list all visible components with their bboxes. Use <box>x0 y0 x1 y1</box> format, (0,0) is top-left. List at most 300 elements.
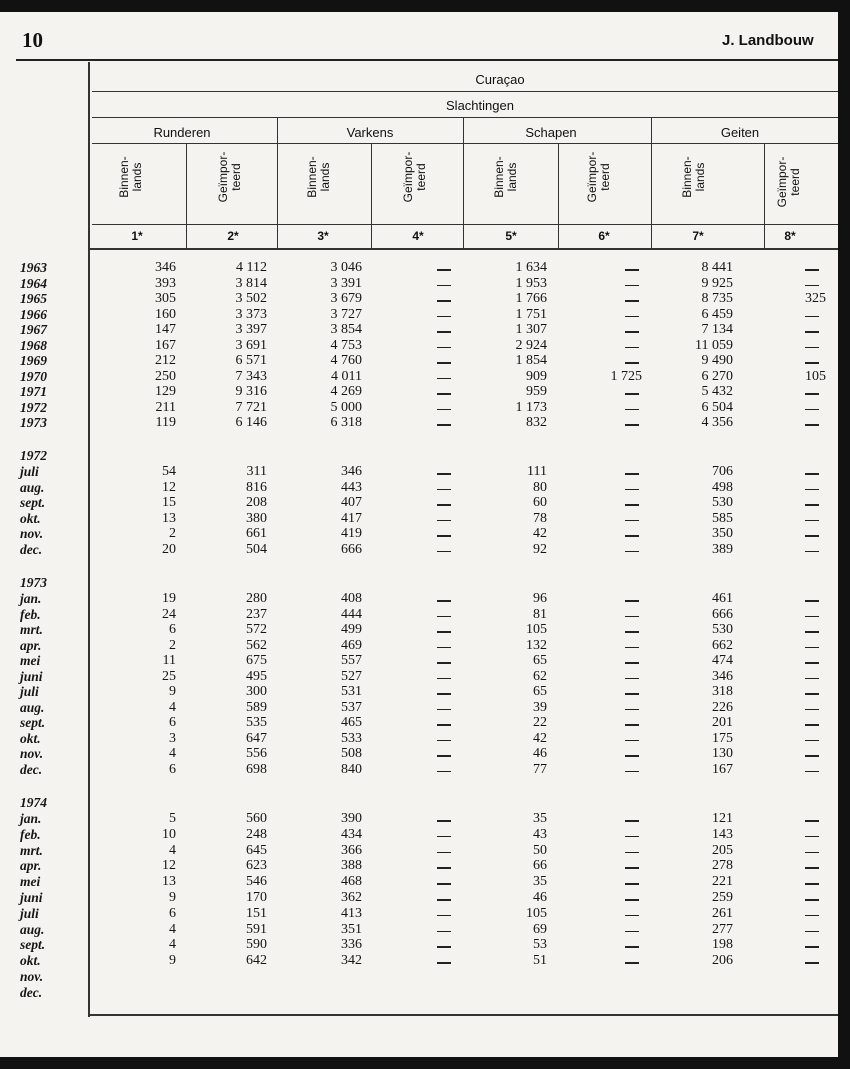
annual-row-9-label: 1971 <box>20 384 47 399</box>
row-1974-8-c4-dash <box>437 931 451 933</box>
row-1973-2-c7: 666 <box>712 606 733 622</box>
row-1973-4-c1: 2 <box>169 637 176 653</box>
row-1973-12-c7: 167 <box>712 761 733 777</box>
row-1973-1-c2: 280 <box>246 591 267 606</box>
group-varkens: Varkens <box>346 125 394 140</box>
header-rule-2 <box>92 117 838 118</box>
row-1973-11-c3: 508 <box>341 746 362 761</box>
row-1973-9-c4-dash <box>437 724 451 726</box>
row-1974-10-c3: 342 <box>341 953 362 969</box>
row-1972-4-c5: 78 <box>533 510 547 526</box>
row-1973-4-c8-dash <box>805 647 819 649</box>
row-1972-6-c8-dash <box>805 551 819 553</box>
row-1974-7-c4-dash <box>437 915 451 917</box>
col5-header: Binnen- lands <box>492 156 519 198</box>
annual-row-8-c8: 105 <box>805 368 826 384</box>
row-1974-6-c5: 46 <box>533 890 547 905</box>
row-1973-1-label: jan. <box>20 591 42 606</box>
row-1972-5-c5: 42 <box>533 526 547 541</box>
row-1973-11-c2: 556 <box>246 746 267 761</box>
row-1972-3-c1: 15 <box>162 495 176 510</box>
annual-row-9-c2: 9 316 <box>235 384 267 399</box>
annual-row-6-c7: 11 059 <box>695 337 733 353</box>
row-1972-1-c3: 346 <box>341 464 362 479</box>
annual-row-5-c8-dash <box>805 331 819 333</box>
annual-row-11-c5: 832 <box>526 415 547 430</box>
row-1972-4-c3: 417 <box>341 510 362 526</box>
row-1973-11-label: nov. <box>20 746 44 761</box>
group-divider-1 <box>277 118 278 249</box>
annual-row-8-c1: 250 <box>155 368 176 384</box>
row-1972-5-c4-dash <box>437 535 451 537</box>
row-1974-6-c3: 362 <box>341 890 362 905</box>
annual-row-8-c2: 7 343 <box>235 368 267 384</box>
row-1974-8-c8-dash <box>805 931 819 933</box>
row-1974-2-c8-dash <box>805 836 819 838</box>
annual-row-7-c1: 212 <box>155 353 176 368</box>
annual-row-1-label: 1963 <box>20 260 47 275</box>
annual-row-6-c4-dash <box>437 347 451 349</box>
annual-row-7-c5: 1 854 <box>515 353 547 368</box>
row-1973-7-c6-dash <box>625 693 639 695</box>
annual-row-10-c8-dash <box>805 409 819 411</box>
row-1973-8-c3: 537 <box>341 699 362 715</box>
row-1973-1-c3: 408 <box>341 591 362 606</box>
annual-row-10-c6-dash <box>625 409 639 411</box>
annual-row-11-label: 1973 <box>20 415 47 430</box>
row-1973-8-c7: 226 <box>712 699 733 715</box>
annual-row-7-c6-dash <box>625 362 639 364</box>
col-number-3: 3* <box>317 229 329 243</box>
row-1973-4-label: apr. <box>20 637 42 653</box>
row-1974-10-c2: 642 <box>246 953 267 969</box>
row-1974-1-label: jan. <box>20 811 42 826</box>
row-1972-5-c1: 2 <box>169 526 176 541</box>
row-1973-7-c1: 9 <box>169 684 176 699</box>
row-1972-3-c7: 530 <box>712 495 733 510</box>
row-1973-5-c3: 557 <box>341 653 362 668</box>
row-1973-7-c4-dash <box>437 693 451 695</box>
annual-row-5-c5: 1 307 <box>515 322 547 337</box>
row-1973-3-c4-dash <box>437 631 451 633</box>
row-1974-2-label: feb. <box>20 826 41 842</box>
row-1974-10-c7: 206 <box>712 953 733 969</box>
annual-row-2-c1: 393 <box>155 275 176 291</box>
row-1974-12-label: dec. <box>20 984 43 1000</box>
row-1973-3-c5: 105 <box>526 622 547 637</box>
row-1974-2-c5: 43 <box>533 826 547 842</box>
row-1974-1-c5: 35 <box>533 811 547 826</box>
row-1973-3-c2: 572 <box>246 622 267 637</box>
row-1973-10-c2: 647 <box>246 730 267 746</box>
row-1973-11-c5: 46 <box>533 746 547 761</box>
row-1972-4-label: okt. <box>20 510 41 526</box>
row-1973-9-c7: 201 <box>712 715 733 730</box>
row-1974-3-c4-dash <box>437 852 451 854</box>
row-1974-3-c3: 366 <box>341 842 362 858</box>
row-1973-8-c1: 4 <box>169 699 176 715</box>
row-1974-3-c1: 4 <box>169 842 176 858</box>
row-1974-5-c8-dash <box>805 883 819 885</box>
annual-row-7-label: 1969 <box>20 353 47 368</box>
row-1973-8-c5: 39 <box>533 699 547 715</box>
annual-row-4-c4-dash <box>437 316 451 318</box>
row-1974-1-c1: 5 <box>169 811 176 826</box>
annual-row-4-c5: 1 751 <box>515 306 547 322</box>
row-1974-1-c8-dash <box>805 820 819 822</box>
row-1973-7-label: juli <box>20 684 39 699</box>
annual-row-4-c2: 3 373 <box>235 306 267 322</box>
row-1974-9-c6-dash <box>625 946 639 948</box>
row-1972-6-c1: 20 <box>162 541 176 557</box>
annual-row-1-c8-dash <box>805 269 819 271</box>
row-1972-2-c8-dash <box>805 489 819 491</box>
annual-row-1-c6-dash <box>625 269 639 271</box>
row-1974-2-c3: 434 <box>341 826 362 842</box>
row-1972-6-c2: 504 <box>246 541 267 557</box>
row-1974-5-c2: 546 <box>246 874 267 890</box>
col-number-6: 6* <box>598 229 610 243</box>
row-1974-2-c6-dash <box>625 836 639 838</box>
annual-row-9-c7: 5 432 <box>701 384 733 399</box>
row-1974-3-label: mrt. <box>20 842 43 858</box>
row-1973-6-c4-dash <box>437 678 451 680</box>
header-rule-4 <box>92 224 838 225</box>
row-1973-5-c8-dash <box>805 662 819 664</box>
row-1974-8-c3: 351 <box>341 921 362 937</box>
row-1973-6-c3: 527 <box>341 668 362 684</box>
row-1974-4-c4-dash <box>437 867 451 869</box>
row-1972-4-c7: 585 <box>712 510 733 526</box>
row-1973-3-c8-dash <box>805 631 819 633</box>
annual-row-5-label: 1967 <box>20 322 47 337</box>
row-1974-7-c5: 105 <box>526 905 547 921</box>
annual-row-3-c4-dash <box>437 300 451 302</box>
row-1973-1-c4-dash <box>437 600 451 602</box>
row-1973-12-label: dec. <box>20 761 43 777</box>
row-1974-5-c1: 13 <box>162 874 176 890</box>
annual-row-5-c4-dash <box>437 331 451 333</box>
row-1973-3-c7: 530 <box>712 622 733 637</box>
annual-row-9-c4-dash <box>437 393 451 395</box>
row-1972-6-label: dec. <box>20 541 43 557</box>
annual-row-9-c6-dash <box>625 393 639 395</box>
scanned-page <box>0 12 838 1057</box>
row-1972-2-c1: 12 <box>162 479 176 495</box>
row-1972-3-c5: 60 <box>533 495 547 510</box>
annual-row-2-label: 1964 <box>20 275 47 291</box>
annual-row-7-c7: 9 490 <box>701 353 733 368</box>
row-1973-10-c3: 533 <box>341 730 362 746</box>
annual-row-3-c1: 305 <box>155 291 176 306</box>
row-1974-7-c2: 151 <box>246 905 267 921</box>
row-1972-2-c5: 80 <box>533 479 547 495</box>
annual-row-11-c6-dash <box>625 424 639 426</box>
row-1974-1-c6-dash <box>625 820 639 822</box>
annual-row-2-c8-dash <box>805 285 819 287</box>
annual-row-11-c3: 6 318 <box>330 415 362 430</box>
annual-row-11-c8-dash <box>805 424 819 426</box>
annual-row-5-c2: 3 397 <box>235 322 267 337</box>
row-1974-10-c4-dash <box>437 962 451 964</box>
row-1974-9-c5: 53 <box>533 937 547 953</box>
row-1973-9-label: sept. <box>20 715 46 730</box>
row-1974-8-c7: 277 <box>712 921 733 937</box>
annual-row-1-c1: 346 <box>155 260 176 275</box>
row-1974-7-c7: 261 <box>712 905 733 921</box>
annual-row-2-c6-dash <box>625 285 639 287</box>
row-1972-2-label: aug. <box>20 479 45 495</box>
row-1974-6-c2: 170 <box>246 890 267 905</box>
annual-row-11-c4-dash <box>437 424 451 426</box>
row-1973-12-c8-dash <box>805 771 819 773</box>
annual-row-10-label: 1972 <box>20 399 47 415</box>
row-1974-10-c6-dash <box>625 962 639 964</box>
table-left-border <box>88 62 90 1017</box>
row-1973-12-c1: 6 <box>169 761 176 777</box>
row-1974-5-label: mei <box>20 874 41 890</box>
row-1973-6-c8-dash <box>805 678 819 680</box>
annual-row-8-label: 1970 <box>20 368 47 384</box>
row-1973-1-c7: 461 <box>712 591 733 606</box>
row-1973-6-c5: 62 <box>533 668 547 684</box>
annual-row-4-c6-dash <box>625 316 639 318</box>
row-1972-4-c8-dash <box>805 520 819 522</box>
row-1974-9-c7: 198 <box>712 937 733 953</box>
col-number-8: 8* <box>784 229 796 243</box>
row-1974-4-c1: 12 <box>162 858 176 874</box>
row-1974-10-c8-dash <box>805 962 819 964</box>
row-1973-3-c6-dash <box>625 631 639 633</box>
annual-row-4-c3: 3 727 <box>330 306 362 322</box>
row-1972-2-c3: 443 <box>341 479 362 495</box>
annual-row-8-c5: 909 <box>526 368 547 384</box>
row-1973-5-label: mei <box>20 653 41 668</box>
row-1973-12-c3: 840 <box>341 761 362 777</box>
row-1973-2-c6-dash <box>625 616 639 618</box>
row-1972-5-c8-dash <box>805 535 819 537</box>
row-1973-8-c8-dash <box>805 709 819 711</box>
annual-row-2-c3: 3 391 <box>330 275 362 291</box>
col8-header: Geïmpor- teerd <box>775 156 802 208</box>
row-1972-5-c7: 350 <box>712 526 733 541</box>
row-1973-7-c2: 300 <box>246 684 267 699</box>
row-1974-8-c2: 591 <box>246 921 267 937</box>
row-1973-6-c7: 346 <box>712 668 733 684</box>
row-1973-5-c6-dash <box>625 662 639 664</box>
row-1973-3-c1: 6 <box>169 622 176 637</box>
annual-row-4-c8-dash <box>805 316 819 318</box>
row-1974-1-c2: 560 <box>246 811 267 826</box>
row-1972-4-c6-dash <box>625 520 639 522</box>
row-1974-9-c3: 336 <box>341 937 362 953</box>
col-divider-1 <box>186 143 187 249</box>
row-1972-1-c6-dash <box>625 473 639 475</box>
year-1972-heading: 1972 <box>20 448 47 463</box>
row-1974-4-c2: 623 <box>246 858 267 874</box>
row-1972-6-c5: 92 <box>533 541 547 557</box>
row-1973-11-c1: 4 <box>169 746 176 761</box>
col-number-1: 1* <box>131 229 143 243</box>
row-1972-4-c4-dash <box>437 520 451 522</box>
row-1974-7-c1: 6 <box>169 905 176 921</box>
annual-row-10-c3: 5 000 <box>330 399 362 415</box>
annual-row-3-label: 1965 <box>20 291 47 306</box>
year-1973-heading: 1973 <box>20 575 47 590</box>
annual-row-6-c8-dash <box>805 347 819 349</box>
row-1973-7-c8-dash <box>805 693 819 695</box>
row-1974-5-c3: 468 <box>341 874 362 890</box>
row-1974-1-c4-dash <box>437 820 451 822</box>
row-1974-7-c6-dash <box>625 915 639 917</box>
annual-row-1-c7: 8 441 <box>701 260 733 275</box>
annual-row-11-c2: 6 146 <box>235 415 267 430</box>
row-1974-9-c4-dash <box>437 946 451 948</box>
row-1974-4-c3: 388 <box>341 858 362 874</box>
row-1974-10-c5: 51 <box>533 953 547 969</box>
annual-row-11-c7: 4 356 <box>701 415 733 430</box>
row-1973-11-c7: 130 <box>712 746 733 761</box>
row-1972-5-label: nov. <box>20 526 44 541</box>
row-1974-5-c5: 35 <box>533 874 547 890</box>
col-number-5: 5* <box>505 229 517 243</box>
row-1972-5-c6-dash <box>625 535 639 537</box>
row-1972-6-c3: 666 <box>341 541 362 557</box>
group-divider-2 <box>463 118 464 249</box>
annual-row-11-c1: 119 <box>155 415 176 430</box>
row-1974-9-label: sept. <box>20 937 46 953</box>
row-1973-10-c5: 42 <box>533 730 547 746</box>
col-number-7: 7* <box>692 229 704 243</box>
header-rule-3 <box>92 143 838 144</box>
row-1973-11-c4-dash <box>437 755 451 757</box>
annual-row-2-c4-dash <box>437 285 451 287</box>
col-number-2: 2* <box>227 229 239 243</box>
col6-header: Geïmpor- teerd <box>585 151 612 203</box>
row-1972-4-c2: 380 <box>246 510 267 526</box>
row-1973-7-c5: 65 <box>533 684 547 699</box>
annual-row-8-c3: 4 011 <box>331 368 362 384</box>
row-1974-5-c4-dash <box>437 883 451 885</box>
row-1973-8-label: aug. <box>20 699 45 715</box>
row-1974-1-c7: 121 <box>712 811 733 826</box>
annual-row-1-c4-dash <box>437 269 451 271</box>
annual-row-3-c6-dash <box>625 300 639 302</box>
annual-row-6-c6-dash <box>625 347 639 349</box>
group-schapen: Schapen <box>525 125 577 140</box>
row-1974-4-c5: 66 <box>533 858 547 874</box>
col3-header: Binnen- lands <box>305 156 332 198</box>
row-1974-4-c7: 278 <box>712 858 733 874</box>
row-1973-9-c5: 22 <box>533 715 547 730</box>
annual-row-2-c2: 3 814 <box>235 275 267 291</box>
row-1973-12-c2: 698 <box>246 761 267 777</box>
row-1972-2-c7: 498 <box>712 479 733 495</box>
row-1974-6-label: juni <box>20 890 43 905</box>
col-divider-4 <box>764 143 765 249</box>
annual-row-7-c2: 6 571 <box>235 353 267 368</box>
row-1973-12-c5: 77 <box>533 761 547 777</box>
table-title: Curaçao <box>475 72 525 87</box>
col-number-4: 4* <box>412 229 424 243</box>
row-1973-10-c7: 175 <box>712 730 733 746</box>
annual-row-10-c1: 211 <box>155 399 176 415</box>
row-1973-4-c2: 562 <box>246 637 267 653</box>
row-1974-8-label: aug. <box>20 921 45 937</box>
row-1973-1-c5: 96 <box>533 591 547 606</box>
page-header-right: J. Landbouw <box>722 32 814 49</box>
annual-row-4-c7: 6 459 <box>701 306 733 322</box>
row-1974-2-c2: 248 <box>246 826 267 842</box>
row-1973-6-c6-dash <box>625 678 639 680</box>
row-1973-6-c1: 25 <box>162 668 176 684</box>
row-1973-2-c3: 444 <box>341 606 362 622</box>
row-1973-4-c5: 132 <box>526 637 547 653</box>
row-1973-5-c2: 675 <box>246 653 267 668</box>
annual-row-1-c5: 1 634 <box>515 260 547 275</box>
row-1973-10-c1: 3 <box>169 730 176 746</box>
row-1973-4-c4-dash <box>437 647 451 649</box>
annual-row-5-c6-dash <box>625 331 639 333</box>
annual-row-3-c7: 8 735 <box>701 291 733 306</box>
row-1974-5-c6-dash <box>625 883 639 885</box>
row-1974-11-label: nov. <box>20 969 44 984</box>
annual-row-5-c1: 147 <box>155 322 176 337</box>
col-divider-3 <box>558 143 559 249</box>
annual-row-10-c2: 7 721 <box>235 399 267 415</box>
row-1974-1-c3: 390 <box>341 811 362 826</box>
row-1972-3-c3: 407 <box>341 495 362 510</box>
annual-row-7-c3: 4 760 <box>330 353 362 368</box>
row-1973-9-c2: 535 <box>246 715 267 730</box>
annual-row-3-c5: 1 766 <box>515 291 547 306</box>
row-1973-10-c6-dash <box>625 740 639 742</box>
annual-row-6-c2: 3 691 <box>235 337 267 353</box>
row-1972-5-c2: 661 <box>246 526 267 541</box>
group-runderen: Runderen <box>153 125 211 140</box>
row-1973-2-c2: 237 <box>246 606 267 622</box>
row-1972-2-c2: 816 <box>246 479 267 495</box>
row-1973-1-c8-dash <box>805 600 819 602</box>
row-1974-2-c4-dash <box>437 836 451 838</box>
row-1973-2-c5: 81 <box>533 606 547 622</box>
annual-row-10-c5: 1 173 <box>515 399 547 415</box>
row-1973-2-label: feb. <box>20 606 41 622</box>
annual-row-9-c8-dash <box>805 393 819 395</box>
row-1973-4-c3: 469 <box>341 637 362 653</box>
annual-row-5-c7: 7 134 <box>701 322 733 337</box>
row-1972-1-label: juli <box>20 464 39 479</box>
row-1974-6-c8-dash <box>805 899 819 901</box>
annual-row-9-c5: 959 <box>526 384 547 399</box>
row-1974-2-c7: 143 <box>712 826 733 842</box>
annual-row-1-c2: 4 112 <box>236 260 267 275</box>
row-1974-9-c2: 590 <box>246 937 267 953</box>
col4-header: Geïmpor- teerd <box>401 151 428 203</box>
group-geiten: Geiten <box>720 125 760 140</box>
row-1974-7-c8-dash <box>805 915 819 917</box>
col7-header: Binnen- lands <box>680 156 707 198</box>
row-1972-3-c6-dash <box>625 504 639 506</box>
annual-row-9-c1: 129 <box>155 384 176 399</box>
row-1972-3-c4-dash <box>437 504 451 506</box>
row-1973-5-c7: 474 <box>712 653 733 668</box>
group-divider-3 <box>651 118 652 249</box>
header-rule <box>16 59 838 61</box>
row-1973-9-c1: 6 <box>169 715 176 730</box>
row-1973-10-label: okt. <box>20 730 41 746</box>
row-1974-4-c8-dash <box>805 867 819 869</box>
